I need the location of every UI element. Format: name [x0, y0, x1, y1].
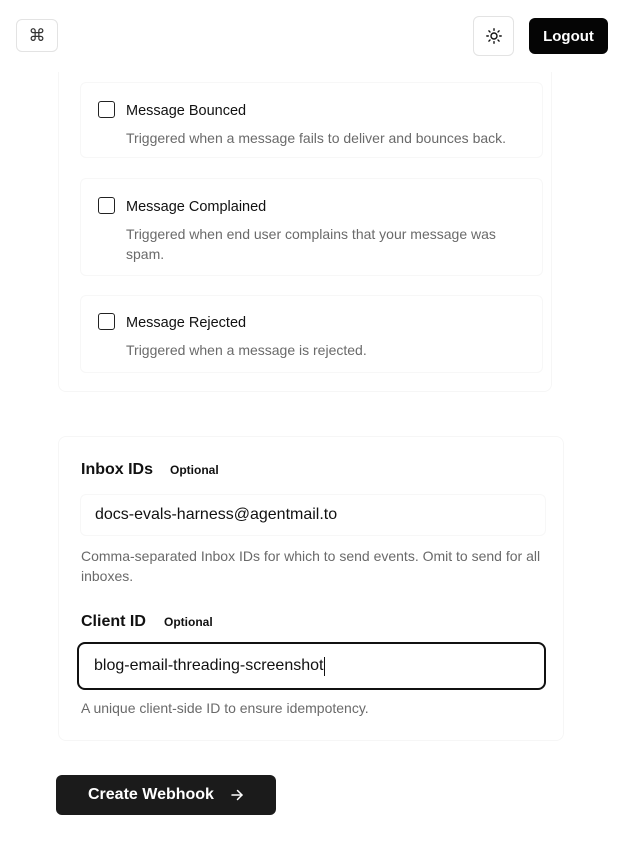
inbox-ids-optional-tag: Optional [170, 463, 219, 477]
message-bounced-checkbox[interactable] [98, 101, 115, 118]
message-complained-checkbox[interactable] [98, 197, 115, 214]
event-title: Message Complained [126, 199, 267, 215]
inbox-ids-help-text: Comma-separated Inbox IDs for which to send events. Omit to send for all inboxes. [81, 548, 541, 584]
event-title: Message Bounced [126, 103, 247, 119]
command-icon: ⌘ [28, 25, 46, 46]
event-description: Triggered when a message fails to deliver and bounces back. [126, 130, 507, 146]
inbox-ids-value: docs-evals-harness@agentmail.to [95, 506, 338, 523]
message-rejected-checkbox[interactable] [98, 313, 115, 330]
sun-icon [486, 28, 502, 44]
top-bar [0, 0, 623, 72]
arrow-right-icon [230, 788, 244, 802]
webhook-options-card [58, 436, 564, 741]
create-webhook-label: Create Webhook [88, 786, 214, 803]
logout-button[interactable]: Logout [529, 18, 608, 54]
client-id-help-text: A unique client-side ID to ensure idempotency. [81, 700, 369, 716]
create-webhook-button[interactable] [56, 775, 276, 815]
event-option-message-complained[interactable] [80, 178, 543, 276]
inbox-ids-input[interactable] [80, 494, 546, 536]
text-caret [324, 657, 325, 676]
client-id-label: Client ID [81, 613, 146, 630]
client-id-value: blog-email-threading-screenshot [94, 657, 324, 674]
event-title: Message Rejected [126, 315, 247, 331]
client-id-input[interactable] [77, 642, 546, 690]
command-menu-button[interactable] [16, 19, 58, 52]
event-option-message-rejected[interactable] [80, 295, 543, 373]
event-description: Triggered when a message is rejected. [126, 342, 367, 358]
inbox-ids-label: Inbox IDs [81, 461, 154, 478]
event-description: Triggered when end user complains that your message was spam. [126, 226, 496, 262]
event-option-message-bounced[interactable] [80, 82, 543, 158]
client-id-optional-tag: Optional [164, 615, 213, 629]
theme-toggle-button[interactable] [473, 16, 514, 56]
